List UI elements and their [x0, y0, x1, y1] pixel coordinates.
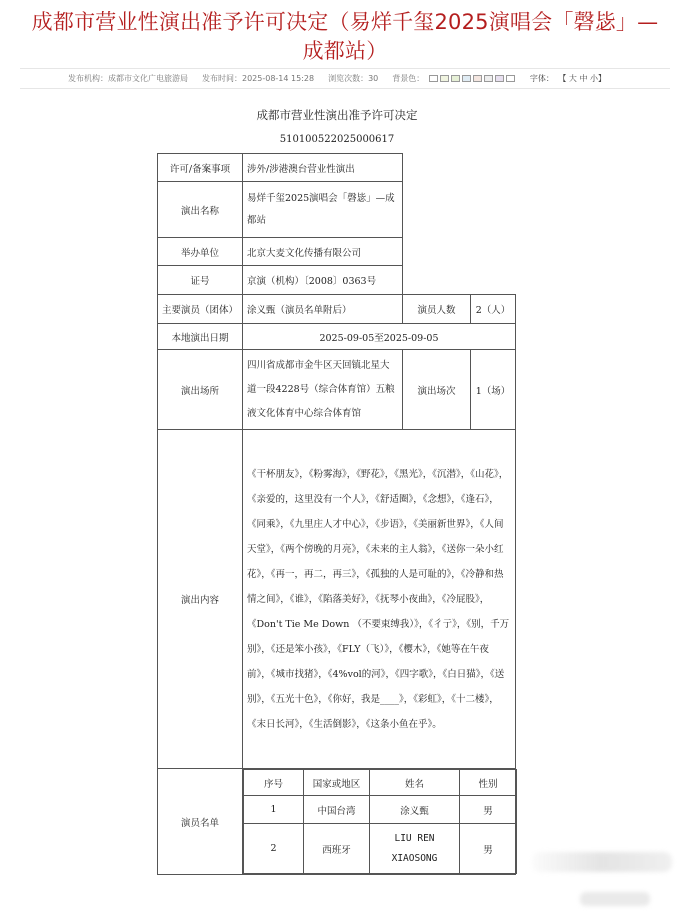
background-swatch[interactable]	[473, 75, 482, 82]
sessions-value: 1（场）	[471, 350, 516, 430]
article-meta-bar	[20, 68, 670, 89]
document-number: 510100522025000617	[279, 134, 395, 145]
cast-row-2-region: 西班牙	[304, 824, 370, 874]
cast-cell	[243, 769, 516, 875]
license-label: 证号	[158, 266, 243, 295]
row-show-name	[158, 182, 516, 238]
background-swatch[interactable]	[440, 75, 449, 82]
empty-cell	[403, 238, 516, 266]
empty-cell	[403, 266, 516, 295]
performer-count-value: 2（人）	[471, 295, 516, 324]
cast-header-row	[244, 770, 517, 796]
main-performer-label: 主要演员（团体）	[158, 295, 243, 324]
content-label: 演出内容	[158, 430, 243, 769]
empty-cell	[403, 154, 516, 182]
document-title: 成都市营业性演出准予许可决定	[256, 108, 418, 122]
cast-row-2-gender: 男	[460, 824, 517, 874]
background-swatch[interactable]	[506, 75, 515, 82]
view-count-text: 浏览次数：30	[328, 74, 379, 83]
empty-cell	[403, 182, 516, 238]
font-size-label: 字体：	[529, 74, 554, 83]
date-label: 本地演出日期	[158, 324, 243, 350]
cast-label: 演员名单	[158, 769, 243, 875]
permit-type-label: 许可/备案事项	[158, 154, 243, 182]
license-value: 京演（机构）〔2008〕0363号	[243, 266, 403, 295]
cast-row-1-gender: 男	[460, 796, 517, 824]
background-color-picker	[392, 73, 515, 84]
content-value: 《干杯朋友》，《粉雾海》，《野花》，《黑光》，《沉潜》，《山花》，《亲爱的，这里没有一个人》，《舒适圈》，《念想》，《逢石》，《同乘》，《九里庄人才中心》，《步语》，《美丽新世界》，《人间天堂》，《两个傍晚的月亮》，《未来的主人翁》，《送你一朵小红花》，《再一，再二，再三》，《孤独的人是可耻的》，《冷静和热情之间》，《谁》，《陷落美好》，《抚琴小夜曲》，《冷屁股》，《Don't Tie Me Down （不要束缚我）》，《彳亍》，《别，千万别》，《还是笨小孩》，《FLY（飞）》，《樱木》，《她等在午夜前》，《城市找猪》，《4%vol的河》，《四字歌》，《白日猫》，《送别》，《五光十色》，《你好，我是____》，《彩虹》，《十二楼》，《末日长河》，《生活倒影》，《这条小鱼在乎》。	[243, 430, 516, 769]
cast-row	[244, 796, 517, 824]
show-name-value: 易烊千玺2025演唱会「磬毖」—成都站	[243, 182, 403, 238]
font-size-options[interactable]: 【 大 中 小】	[558, 74, 607, 83]
font-size-picker	[529, 73, 607, 84]
sessions-label: 演出场次	[403, 350, 471, 430]
background-swatches	[429, 75, 515, 82]
cast-row-1-no: 1	[244, 796, 304, 824]
background-swatch[interactable]	[462, 75, 471, 82]
row-main-performer	[158, 295, 516, 324]
row-cast	[158, 769, 516, 875]
venue-value: 四川省成都市金牛区天回镇北星大道一段4228号（综合体育馆）五粮液文化体育中心综合体育馆	[243, 350, 403, 430]
main-performer-value: 涂义甄（演员名单附后）	[243, 295, 403, 324]
organizer-label: 举办单位	[158, 238, 243, 266]
cast-row-2-no: 2	[244, 824, 304, 874]
cast-row-1-region: 中国台湾	[304, 796, 370, 824]
cast-table	[243, 769, 517, 874]
publisher-text: 发布机构：成都市文化广电旅游局	[68, 74, 188, 83]
venue-label: 演出场所	[158, 350, 243, 430]
performer-count-label: 演员人数	[403, 295, 471, 324]
show-name-label: 演出名称	[158, 182, 243, 238]
cast-row-1-name: 涂义甄	[370, 796, 460, 824]
background-swatch[interactable]	[495, 75, 504, 82]
date-value: 2025-09-05至2025-09-05	[243, 324, 516, 350]
background-swatch[interactable]	[429, 75, 438, 82]
publish-time-text: 发布时间：2025-08-14 15:28	[202, 74, 315, 83]
background-color-label: 背景色：	[392, 74, 425, 83]
background-swatch[interactable]	[484, 75, 493, 82]
row-content	[158, 430, 516, 769]
blurred-watermark-small	[580, 892, 650, 906]
permit-type-value: 涉外/涉港澳台营业性演出	[243, 154, 403, 182]
row-license	[158, 266, 516, 295]
background-swatch[interactable]	[451, 75, 460, 82]
row-organizer	[158, 238, 516, 266]
organizer-value: 北京大麦文化传播有限公司	[243, 238, 403, 266]
permit-table	[157, 153, 516, 875]
cast-header-gender: 性别	[460, 770, 517, 796]
row-venue	[158, 350, 516, 430]
row-date	[158, 324, 516, 350]
row-permit-type	[158, 154, 516, 182]
cast-header-region: 国家或地区	[304, 770, 370, 796]
blurred-watermark	[532, 852, 672, 872]
cast-row	[244, 824, 517, 874]
cast-header-name: 姓名	[370, 770, 460, 796]
cast-row-2-name: LIU REN XIAOSONG	[370, 824, 460, 874]
cast-header-no: 序号	[244, 770, 304, 796]
page-title: 成都市营业性演出准予许可决定（易烊千玺2025演唱会「磬毖」—成都站）	[31, 10, 659, 63]
